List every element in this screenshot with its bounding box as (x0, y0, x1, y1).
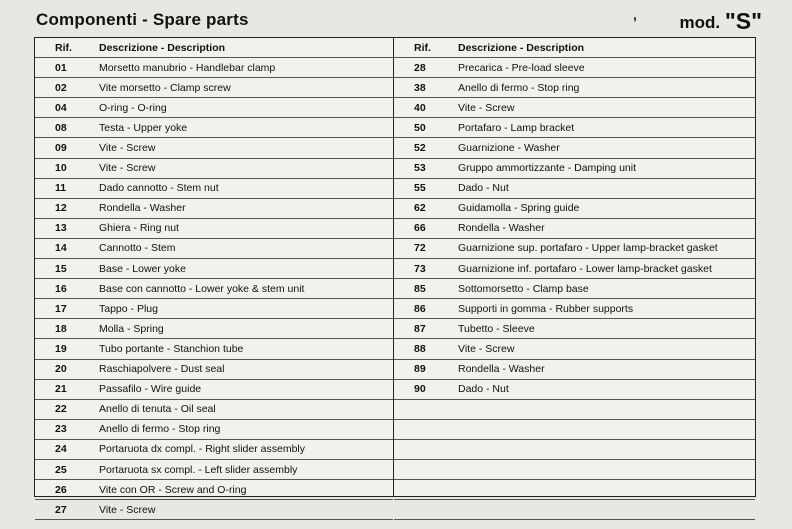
table-row (35, 339, 393, 359)
part-ref: 17 (35, 299, 99, 319)
part-ref: 12 (35, 198, 99, 218)
table-row (394, 259, 755, 279)
table-row (35, 138, 393, 158)
part-description: Portaruota sx compl. - Left slider assembly (99, 459, 393, 479)
part-ref: 14 (35, 238, 99, 258)
table-row (394, 238, 755, 258)
part-description: Guarnizione sup. portafaro - Upper lamp-bracket gasket (458, 238, 755, 258)
part-description: Vite - Screw (99, 158, 393, 178)
part-description: Rondella - Washer (99, 198, 393, 218)
empty-row (394, 399, 755, 419)
part-description: Ghiera - Ring nut (99, 218, 393, 238)
table-row (35, 419, 393, 439)
column-header-rif: Rif. (394, 38, 458, 58)
empty-cell (394, 439, 755, 459)
part-description: Cannotto - Stem (99, 238, 393, 258)
part-description: Portaruota dx compl. - Right slider assembly (99, 439, 393, 459)
column-header-rif: Rif. (35, 38, 99, 58)
part-description: Guarnizione inf. portafaro - Lower lamp-bracket gasket (458, 259, 755, 279)
empty-cell (394, 419, 755, 439)
empty-row (394, 500, 755, 520)
part-ref: 16 (35, 279, 99, 299)
part-ref: 50 (394, 118, 458, 138)
part-ref: 15 (35, 259, 99, 279)
part-ref: 90 (394, 379, 458, 399)
part-description: Rondella - Washer (458, 218, 755, 238)
part-ref: 20 (35, 359, 99, 379)
model-value: "S" (724, 8, 762, 34)
part-description: Gruppo ammortizzante - Damping unit (458, 158, 755, 178)
part-ref: 19 (35, 339, 99, 359)
empty-cell (394, 399, 755, 419)
part-description: Vite - Screw (99, 138, 393, 158)
empty-row (394, 480, 755, 500)
part-description: Anello di tenuta - Oil seal (99, 399, 393, 419)
table-row (35, 319, 393, 339)
page-title: Componenti - Spare parts (36, 10, 249, 29)
table-header-row (35, 38, 393, 58)
part-description: Vite - Screw (99, 500, 393, 520)
table-row (35, 118, 393, 138)
part-description: Vite con OR - Screw and O-ring (99, 480, 393, 500)
parts-table (35, 38, 393, 520)
table-row (394, 158, 755, 178)
part-description: Anello di fermo - Stop ring (458, 78, 755, 98)
table-row (35, 98, 393, 118)
part-ref: 22 (35, 399, 99, 419)
part-description: Dado - Nut (458, 178, 755, 198)
table-row (394, 379, 755, 399)
table-row (35, 58, 393, 78)
table-row (35, 480, 393, 500)
part-description: Portafaro - Lamp bracket (458, 118, 755, 138)
scan-mark: ’ (633, 14, 637, 30)
part-ref: 27 (35, 500, 99, 520)
part-description: O-ring - O-ring (99, 98, 393, 118)
part-ref: 24 (35, 439, 99, 459)
table-row (35, 178, 393, 198)
part-description: Raschiapolvere - Dust seal (99, 359, 393, 379)
part-description: Testa - Upper yoke (99, 118, 393, 138)
table-row (394, 359, 755, 379)
part-ref: 08 (35, 118, 99, 138)
part-description: Guarnizione - Washer (458, 138, 755, 158)
part-description: Passafilo - Wire guide (99, 379, 393, 399)
part-ref: 18 (35, 319, 99, 339)
table-row (35, 238, 393, 258)
table-row (35, 198, 393, 218)
table-row (35, 399, 393, 419)
table-row (394, 118, 755, 138)
part-description: Vite - Screw (458, 98, 755, 118)
table-row (394, 178, 755, 198)
table-row (394, 319, 755, 339)
table-row (35, 439, 393, 459)
part-ref: 04 (35, 98, 99, 118)
part-ref: 66 (394, 218, 458, 238)
table-header-row (394, 38, 755, 58)
part-description: Molla - Spring (99, 319, 393, 339)
part-description: Tubo portante - Stanchion tube (99, 339, 393, 359)
part-description: Dado - Nut (458, 379, 755, 399)
table-row (35, 158, 393, 178)
table-row (35, 279, 393, 299)
part-ref: 85 (394, 279, 458, 299)
table-row (394, 58, 755, 78)
part-description: Tubetto - Sleeve (458, 319, 755, 339)
part-ref: 52 (394, 138, 458, 158)
table-row (35, 78, 393, 98)
model-prefix: mod. (679, 13, 721, 32)
part-ref: 89 (394, 359, 458, 379)
part-description: Guidamolla - Spring guide (458, 198, 755, 218)
part-ref: 13 (35, 218, 99, 238)
table-row (35, 359, 393, 379)
part-ref: 87 (394, 319, 458, 339)
part-ref: 88 (394, 339, 458, 359)
part-ref: 73 (394, 259, 458, 279)
part-description: Base con cannotto - Lower yoke & stem unit (99, 279, 393, 299)
table-row (394, 138, 755, 158)
part-description: Sottomorsetto - Clamp base (458, 279, 755, 299)
empty-cell (394, 459, 755, 479)
part-description: Vite - Screw (458, 339, 755, 359)
part-description: Precarica - Pre-load sleeve (458, 58, 755, 78)
table-row (35, 459, 393, 479)
part-description: Vite morsetto - Clamp screw (99, 78, 393, 98)
part-ref: 21 (35, 379, 99, 399)
empty-row (394, 439, 755, 459)
table-row (394, 78, 755, 98)
table-row (394, 98, 755, 118)
part-description: Tappo - Plug (99, 299, 393, 319)
column-header-description: Descrizione - Description (458, 38, 755, 58)
table-row (35, 500, 393, 520)
part-ref: 10 (35, 158, 99, 178)
parts-table-right (394, 37, 756, 497)
part-ref: 62 (394, 198, 458, 218)
part-ref: 26 (35, 480, 99, 500)
part-ref: 53 (394, 158, 458, 178)
table-row (394, 198, 755, 218)
part-description: Morsetto manubrio - Handlebar clamp (99, 58, 393, 78)
parts-table-left (34, 37, 394, 516)
empty-cell (394, 480, 755, 500)
model-label (680, 8, 763, 35)
part-ref: 25 (35, 459, 99, 479)
table-row (394, 279, 755, 299)
table-row (35, 379, 393, 399)
part-ref: 72 (394, 238, 458, 258)
part-ref: 02 (35, 78, 99, 98)
parts-table (394, 38, 755, 520)
empty-cell (394, 500, 755, 520)
part-ref: 40 (394, 98, 458, 118)
table-row (35, 299, 393, 319)
empty-row (394, 459, 755, 479)
part-ref: 09 (35, 138, 99, 158)
empty-row (394, 419, 755, 439)
table-row (394, 339, 755, 359)
table-row (394, 218, 755, 238)
table-row (35, 259, 393, 279)
part-ref: 23 (35, 419, 99, 439)
part-description: Supporti in gomma - Rubber supports (458, 299, 755, 319)
part-ref: 28 (394, 58, 458, 78)
part-ref: 86 (394, 299, 458, 319)
part-description: Base - Lower yoke (99, 259, 393, 279)
part-description: Anello di fermo - Stop ring (99, 419, 393, 439)
column-header-description: Descrizione - Description (99, 38, 393, 58)
part-ref: 55 (394, 178, 458, 198)
part-description: Rondella - Washer (458, 359, 755, 379)
part-ref: 01 (35, 58, 99, 78)
part-description: Dado cannotto - Stem nut (99, 178, 393, 198)
part-ref: 38 (394, 78, 458, 98)
table-row (35, 218, 393, 238)
part-ref: 11 (35, 178, 99, 198)
table-row (394, 299, 755, 319)
